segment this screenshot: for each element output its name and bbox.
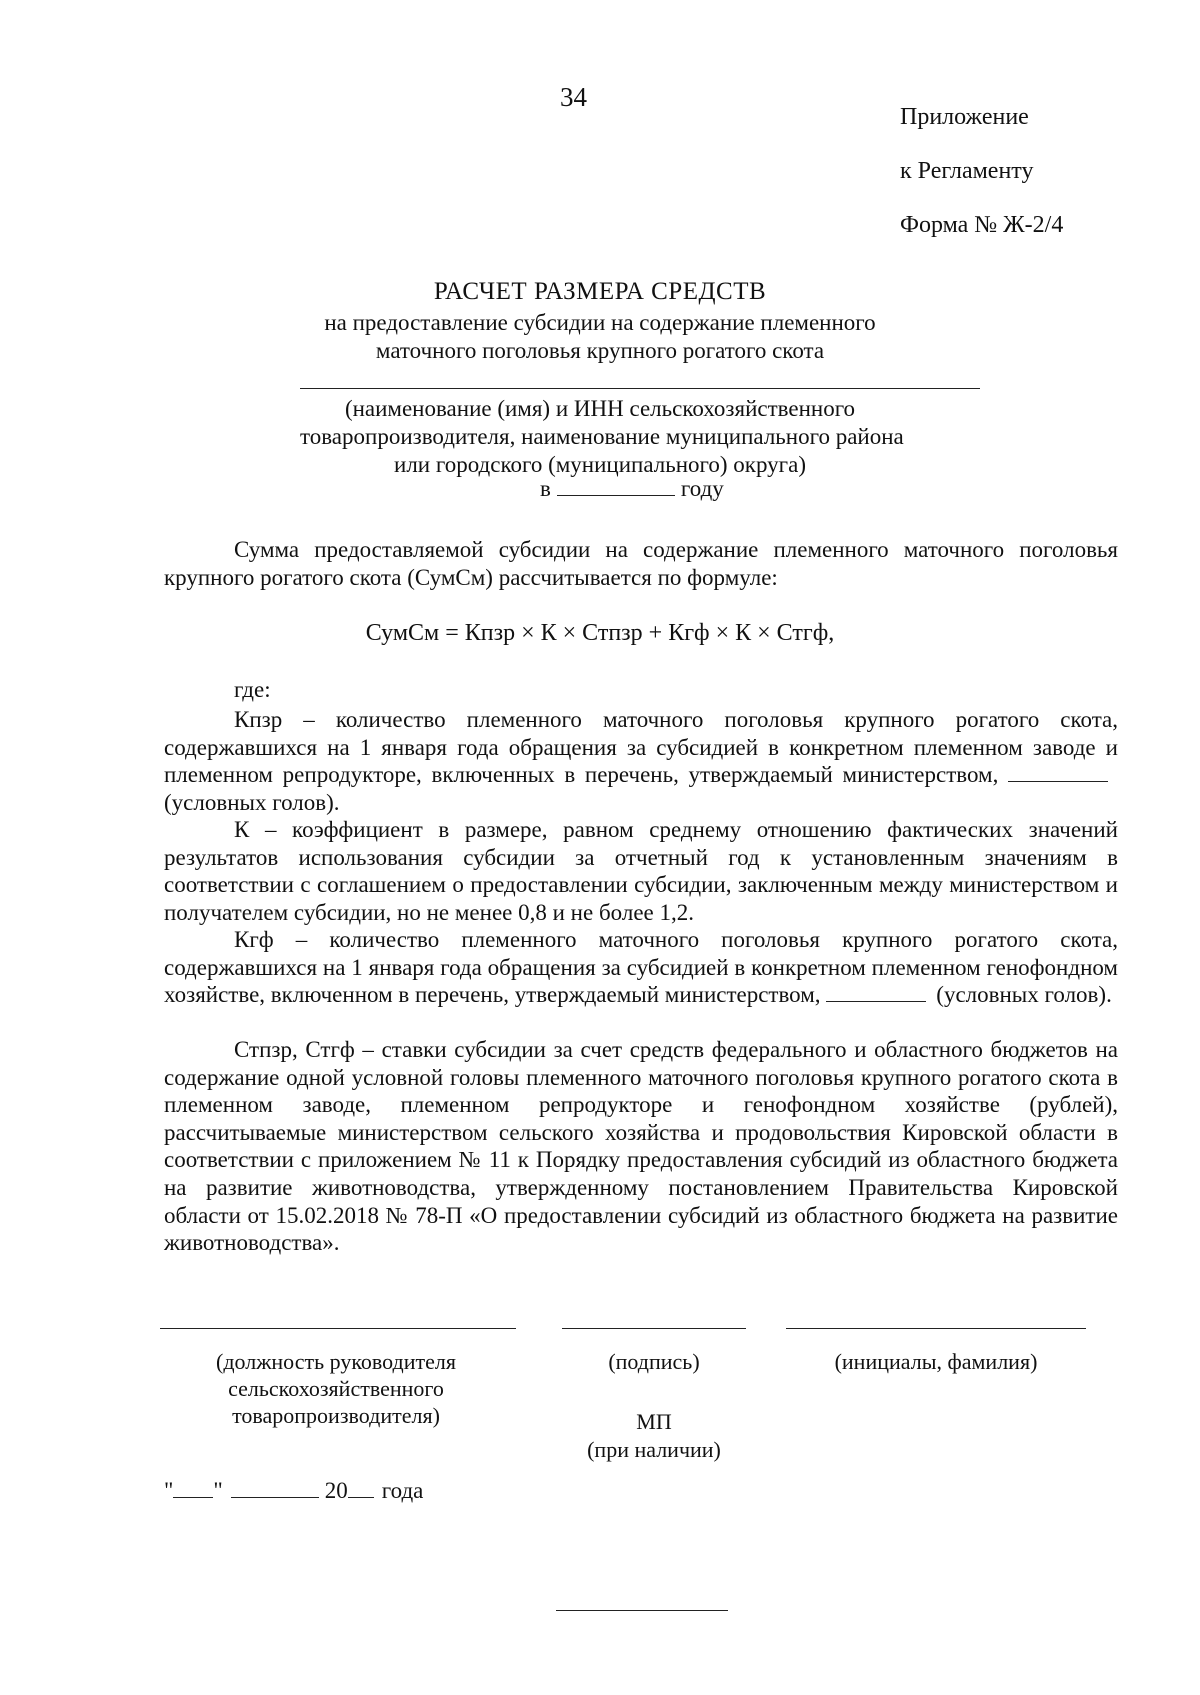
intro-paragraph: Сумма предоставляемой субсидии на содержание племенного маточного поголовья крупного рогатого скота (СумСм) рассчитывается по формуле: [164,537,1118,590]
closing-divider-line [556,1610,728,1611]
stamp-label: МП [636,1409,672,1434]
recipient-name-line [300,388,980,389]
page-number: 34 [560,82,587,112]
year-blank [557,477,675,496]
name-caption: (инициалы, фамилия) [834,1349,1038,1374]
stamp-note: (при наличии) [587,1437,721,1462]
definition-kgf-text: Кгф – количество племенного маточного поголовья крупного рогатого скота, содержавшихся на 1 января года обращения за субсидией в конкретном племенном генофондном хозяйстве, включенном в перечень, утверждаемый министерством, [164,927,1118,1008]
year-line [540,476,724,502]
year-prefix: в [540,476,551,501]
recipient-hint-line-3: или городского (муниципального) округа) [394,452,806,477]
date-line [164,1478,423,1504]
definition-kgf-unit: (условных голов). [936,982,1112,1008]
signature-line [562,1328,746,1329]
appendix-label: Приложение [900,104,1029,130]
date-quote-close: " [213,1478,223,1503]
document-title: РАСЧЕТ РАЗМЕРА СРЕДСТВ [433,278,767,305]
definition-kpzr-text: Кпзр – количество племенного маточного поголовья крупного рогатого скота, содержавшихся на 1 января года обращения за субсидией в конкретном племенном заводе и племенном репродукторе, включенных в перечень, утверждаемый министерством, [164,707,1118,788]
month-blank [231,1481,319,1498]
definition-k: К – коэффициент в размере, равном среднему отношению фактических значений результатов использования субсидии за отчетный год к установленным значениям в соответствии с соглашением о предоставлении субсидии, заключенным между министерством и получателем субсидии, но не менее 0,8 и не более 1,2. [164,817,1118,925]
definition-kpzr [164,706,1118,816]
position-caption: (должность руководителя сельскохозяйственного товаропроизводителя) [216,1349,456,1428]
recipient-hint-line-1: (наименование (имя) и ИНН сельскохозяйственного [344,396,856,421]
signature-caption: (подпись) [608,1349,700,1374]
name-signature-line [786,1328,1086,1329]
where-label: где: [234,677,271,702]
kpzr-blank [1008,763,1108,782]
kgf-blank [826,983,926,1002]
formula: СумСм = Кпзр × К × Стпзр + Кгф × К × Стгф, [365,620,835,646]
date-suffix: года [381,1478,424,1503]
date-quote-open: " [164,1478,174,1503]
year-suffix: году [680,476,724,501]
definition-kgf [164,926,1118,1009]
appendix-reference: к Регламенту [900,158,1034,184]
definition-kpzr-unit: (условных голов). [164,789,340,815]
day-blank [173,1481,213,1498]
year-digits-blank [348,1481,374,1498]
recipient-hint-line-2: товаропроизводителя, наименование муниципального района [300,424,904,449]
date-century: 20 [324,1478,348,1503]
subtitle-line-1: на предоставление субсидии на содержание племенного [324,310,876,335]
position-signature-line [160,1328,516,1329]
subtitle-line-2: маточного поголовья крупного рогатого скота [375,338,825,363]
definition-rates: Стпзр, Стгф – ставки субсидии за счет средств федерального и областного бюджетов на содержание одной условной головы племенного маточного поголовья крупного рогатого скота в племенном заводе, племенном репродукторе и генофондном хозяйстве (рублей), рассчитываемые министерством сельского хозяйства и продовольствия Кировской области в соответствии с приложением № 11 к Порядку предоставления субсидий из областного бюджета на развитие животноводства, утвержденному постановлением Правительства Кировской области от 15.02.2018 № 78-П «О предоставлении субсидий из областного бюджета на развитие животноводства». [164,1037,1118,1256]
form-number: Форма № Ж-2/4 [900,212,1064,238]
